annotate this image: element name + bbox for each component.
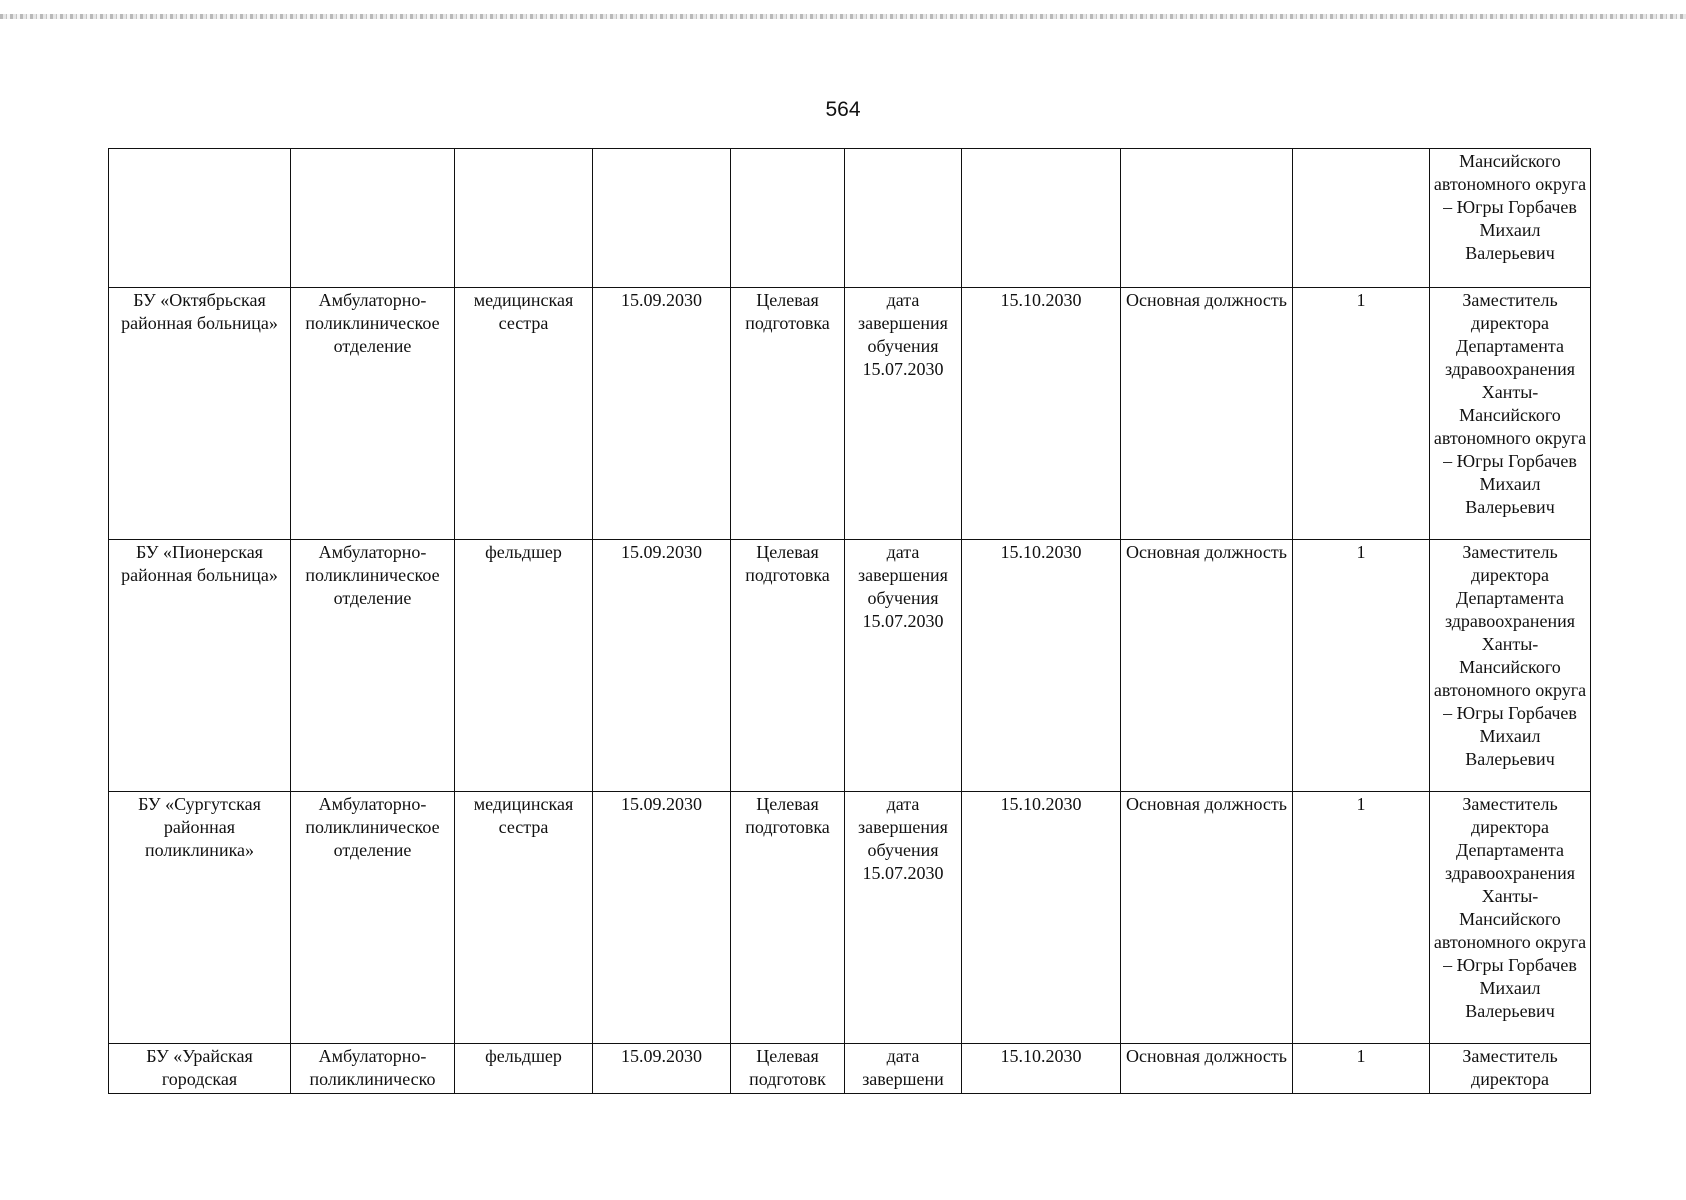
cell-responsible: Мансийского автономного округа – Югры Горбачев Михаил Валерьевич xyxy=(1430,149,1591,288)
cell-responsible: Заместитель директора xyxy=(1430,1044,1591,1094)
table-row xyxy=(109,540,1591,792)
cell-date-end: 15.10.2030 xyxy=(962,1044,1121,1094)
cell-completion: дата завершения обучения 15.07.2030 xyxy=(845,288,962,540)
cell-organization: БУ «Пионерская районная больница» xyxy=(109,540,291,792)
cell-date-end: 15.10.2030 xyxy=(962,540,1121,792)
cell-position: медицинская сестра xyxy=(455,792,593,1044)
cell-count: 1 xyxy=(1293,540,1430,792)
cell-training: Целевая подготовка xyxy=(731,540,845,792)
cell-date-end xyxy=(962,149,1121,288)
cell-position-type: Основная должность xyxy=(1121,792,1293,1044)
cell-organization xyxy=(109,149,291,288)
table-row xyxy=(109,149,1591,288)
cell-department: Амбулаторно-поликлиническое отделение xyxy=(291,540,455,792)
cell-training: Целевая подготовка xyxy=(731,288,845,540)
cell-completion: дата завершения обучения 15.07.2030 xyxy=(845,792,962,1044)
cell-responsible: Заместитель директора Департамента здравоохранения Ханты-Мансийского автономного округа – Югры Горбачев Михаил Валерьевич xyxy=(1430,792,1591,1044)
table-row xyxy=(109,288,1591,540)
cell-position-type: Основная должность xyxy=(1121,540,1293,792)
cell-training xyxy=(731,149,845,288)
cell-department xyxy=(291,149,455,288)
cell-position-type xyxy=(1121,149,1293,288)
cell-organization: БУ «Октябрьская районная больница» xyxy=(109,288,291,540)
cell-date-end: 15.10.2030 xyxy=(962,792,1121,1044)
cell-position: медицинская сестра xyxy=(455,288,593,540)
cell-organization: БУ «Урайская городская xyxy=(109,1044,291,1094)
cell-position: фельдшер xyxy=(455,1044,593,1094)
cell-date-start: 15.09.2030 xyxy=(593,1044,731,1094)
cell-date-start: 15.09.2030 xyxy=(593,540,731,792)
cell-training: Целевая подготовка xyxy=(731,792,845,1044)
cell-count: 1 xyxy=(1293,288,1430,540)
cell-position xyxy=(455,149,593,288)
cell-department: Амбулаторно-поликлиническое отделение xyxy=(291,792,455,1044)
page-number: 564 xyxy=(825,98,861,121)
cell-count xyxy=(1293,149,1430,288)
cell-date-start: 15.09.2030 xyxy=(593,792,731,1044)
cell-date-start: 15.09.2030 xyxy=(593,288,731,540)
cell-completion: дата завершени xyxy=(845,1044,962,1094)
table-row xyxy=(109,1044,1591,1094)
cell-organization: БУ «Сургутская районная поликлиника» xyxy=(109,792,291,1044)
table-row xyxy=(109,792,1591,1044)
cell-position-type: Основная должность xyxy=(1121,288,1293,540)
cell-department: Амбулаторно-поликлиническо xyxy=(291,1044,455,1094)
cell-date-end: 15.10.2030 xyxy=(962,288,1121,540)
cell-completion xyxy=(845,149,962,288)
cell-completion: дата завершения обучения 15.07.2030 xyxy=(845,540,962,792)
cell-responsible: Заместитель директора Департамента здравоохранения Ханты-Мансийского автономного округа – Югры Горбачев Михаил Валерьевич xyxy=(1430,288,1591,540)
cell-responsible: Заместитель директора Департамента здравоохранения Ханты-Мансийского автономного округа – Югры Горбачев Михаил Валерьевич xyxy=(1430,540,1591,792)
cell-position: фельдшер xyxy=(455,540,593,792)
cell-count: 1 xyxy=(1293,1044,1430,1094)
vacancy-table xyxy=(108,148,1591,1094)
cell-training: Целевая подготовк xyxy=(731,1044,845,1094)
cell-position-type: Основная должность xyxy=(1121,1044,1293,1094)
cell-date-start xyxy=(593,149,731,288)
cell-department: Амбулаторно-поликлиническое отделение xyxy=(291,288,455,540)
cell-count: 1 xyxy=(1293,792,1430,1044)
scan-artifact-line xyxy=(0,14,1686,19)
